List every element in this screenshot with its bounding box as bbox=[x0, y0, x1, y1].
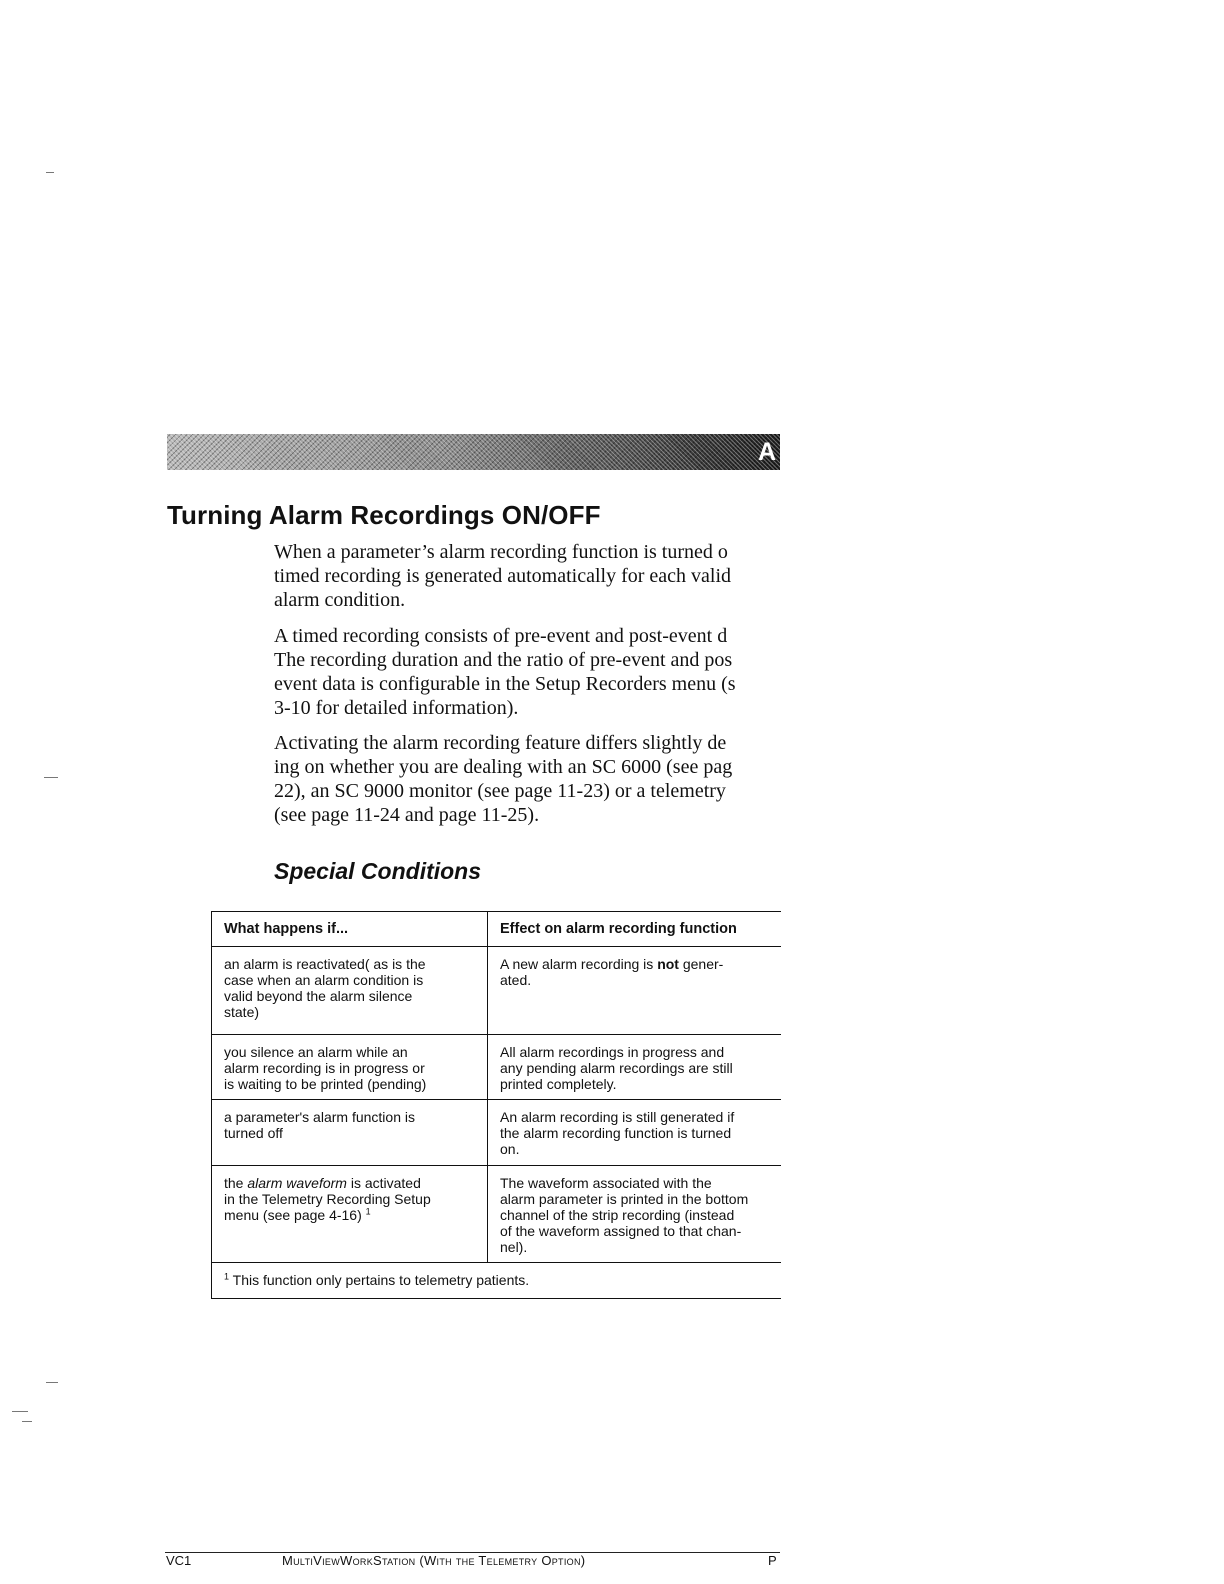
scan-mark bbox=[12, 1411, 28, 1412]
cell-line: An alarm recording is still generated if bbox=[500, 1109, 735, 1125]
cell-text: A new alarm recording is bbox=[500, 956, 658, 972]
cell-line: any pending alarm recordings are still bbox=[500, 1060, 733, 1076]
cell-line: alarm recording is in progress or bbox=[224, 1060, 425, 1076]
cell-line: ated. bbox=[500, 972, 532, 988]
cell-line: of the waveform assigned to that chan- bbox=[500, 1223, 742, 1239]
cell-line: on. bbox=[500, 1141, 520, 1157]
body-paragraph-2 bbox=[274, 624, 780, 720]
footer-title: MultiViewWorkStation (With the Telemetry Option) bbox=[282, 1553, 586, 1568]
footnote-ref: 1 bbox=[365, 1206, 371, 1217]
paragraph-line: 22), an SC 9000 monitor (see page 11-23) or a telemetry bbox=[274, 780, 726, 802]
cell-text: gener- bbox=[678, 956, 724, 972]
table-row bbox=[212, 1100, 782, 1166]
cell-line: case when an alarm condition is bbox=[224, 972, 424, 988]
cell-line: channel of the strip recording (instead bbox=[500, 1207, 735, 1223]
footnote-text: This function only pertains to telemetry patients. bbox=[229, 1272, 530, 1288]
cell-line: alarm parameter is printed in the bottom bbox=[500, 1191, 749, 1207]
cell-line: is waiting to be printed (pending) bbox=[224, 1076, 427, 1092]
cell-line: a parameter's alarm function is bbox=[224, 1109, 415, 1125]
paragraph-line: ing on whether you are dealing with an SC 6000 (see pag bbox=[274, 756, 733, 778]
paragraph-line: 3-10 for detailed information). bbox=[274, 697, 519, 719]
effect-cell bbox=[488, 1166, 782, 1263]
footer-page-label: P bbox=[768, 1553, 777, 1568]
page-title: Turning Alarm Recordings ON/OFF bbox=[167, 500, 601, 530]
scan-mark bbox=[46, 172, 54, 173]
italic-term: alarm waveform bbox=[247, 1175, 347, 1191]
table-row bbox=[212, 1035, 782, 1100]
condition-cell bbox=[212, 1166, 488, 1263]
table-row bbox=[212, 1166, 782, 1263]
cell-line: in the Telemetry Recording Setup bbox=[224, 1191, 431, 1207]
cell-line bbox=[224, 1175, 487, 1191]
section-title: Special Conditions bbox=[274, 858, 482, 884]
cell-line: nel). bbox=[500, 1239, 528, 1255]
cell-line: an alarm is reactivated( as is the bbox=[224, 956, 426, 972]
column-header: Effect on alarm recording function bbox=[488, 912, 782, 947]
cell-text: is activated bbox=[346, 1175, 421, 1191]
section-tab-letter: A bbox=[757, 438, 776, 466]
cell-line: The waveform associated with the bbox=[500, 1175, 712, 1191]
condition-cell bbox=[212, 947, 488, 1035]
body-paragraph-1 bbox=[274, 540, 780, 612]
cell-line: turned off bbox=[224, 1125, 283, 1141]
paragraph-line: A timed recording consists of pre-event and post-event d bbox=[274, 625, 728, 647]
cell-line: valid beyond the alarm silence bbox=[224, 988, 413, 1004]
paragraph-line: (see page 11-24 and page 11-25). bbox=[274, 804, 540, 826]
footer-left-code: VC1 bbox=[166, 1553, 192, 1568]
effect-cell bbox=[488, 1035, 782, 1100]
emphasis-text: not bbox=[657, 956, 679, 972]
cell-line bbox=[500, 956, 781, 972]
scan-mark bbox=[22, 1421, 32, 1422]
cell-line: printed completely. bbox=[500, 1076, 617, 1092]
paragraph-line: Activating the alarm recording feature differs slightly de bbox=[274, 732, 727, 754]
effect-cell bbox=[488, 947, 782, 1035]
paragraph-line: When a parameter’s alarm recording function is turned o bbox=[274, 541, 728, 563]
table-header-row bbox=[212, 912, 782, 947]
condition-cell bbox=[212, 1035, 488, 1100]
conditions-table bbox=[211, 911, 781, 1299]
paragraph-line: alarm condition. bbox=[274, 589, 406, 611]
paragraph-line: The recording duration and the ratio of pre-event and pos bbox=[274, 649, 733, 671]
body-paragraph-3 bbox=[274, 731, 780, 827]
table-footnote-row bbox=[212, 1263, 782, 1299]
scan-mark bbox=[46, 1382, 58, 1383]
cell-line bbox=[224, 1207, 487, 1223]
conditions-table-container bbox=[211, 911, 781, 1304]
cell-line: All alarm recordings in progress and bbox=[500, 1044, 725, 1060]
cell-text: the bbox=[224, 1175, 248, 1191]
section-header-bar bbox=[167, 434, 780, 470]
column-header: What happens if... bbox=[212, 912, 488, 947]
effect-cell bbox=[488, 1100, 782, 1166]
paragraph-line: timed recording is generated automatically for each valid bbox=[274, 565, 732, 587]
cell-line: you silence an alarm while an bbox=[224, 1044, 408, 1060]
footnote-mark: 1 bbox=[224, 1271, 230, 1282]
table-row bbox=[212, 947, 782, 1035]
cell-line: state) bbox=[224, 1004, 260, 1020]
cell-line: the alarm recording function is turned bbox=[500, 1125, 732, 1141]
condition-cell bbox=[212, 1100, 488, 1166]
paragraph-line: event data is configurable in the Setup Recorders menu (s bbox=[274, 673, 736, 695]
scan-mark bbox=[44, 777, 58, 778]
cell-text: menu (see page 4-16) bbox=[224, 1207, 366, 1223]
footnote-cell bbox=[212, 1263, 782, 1299]
